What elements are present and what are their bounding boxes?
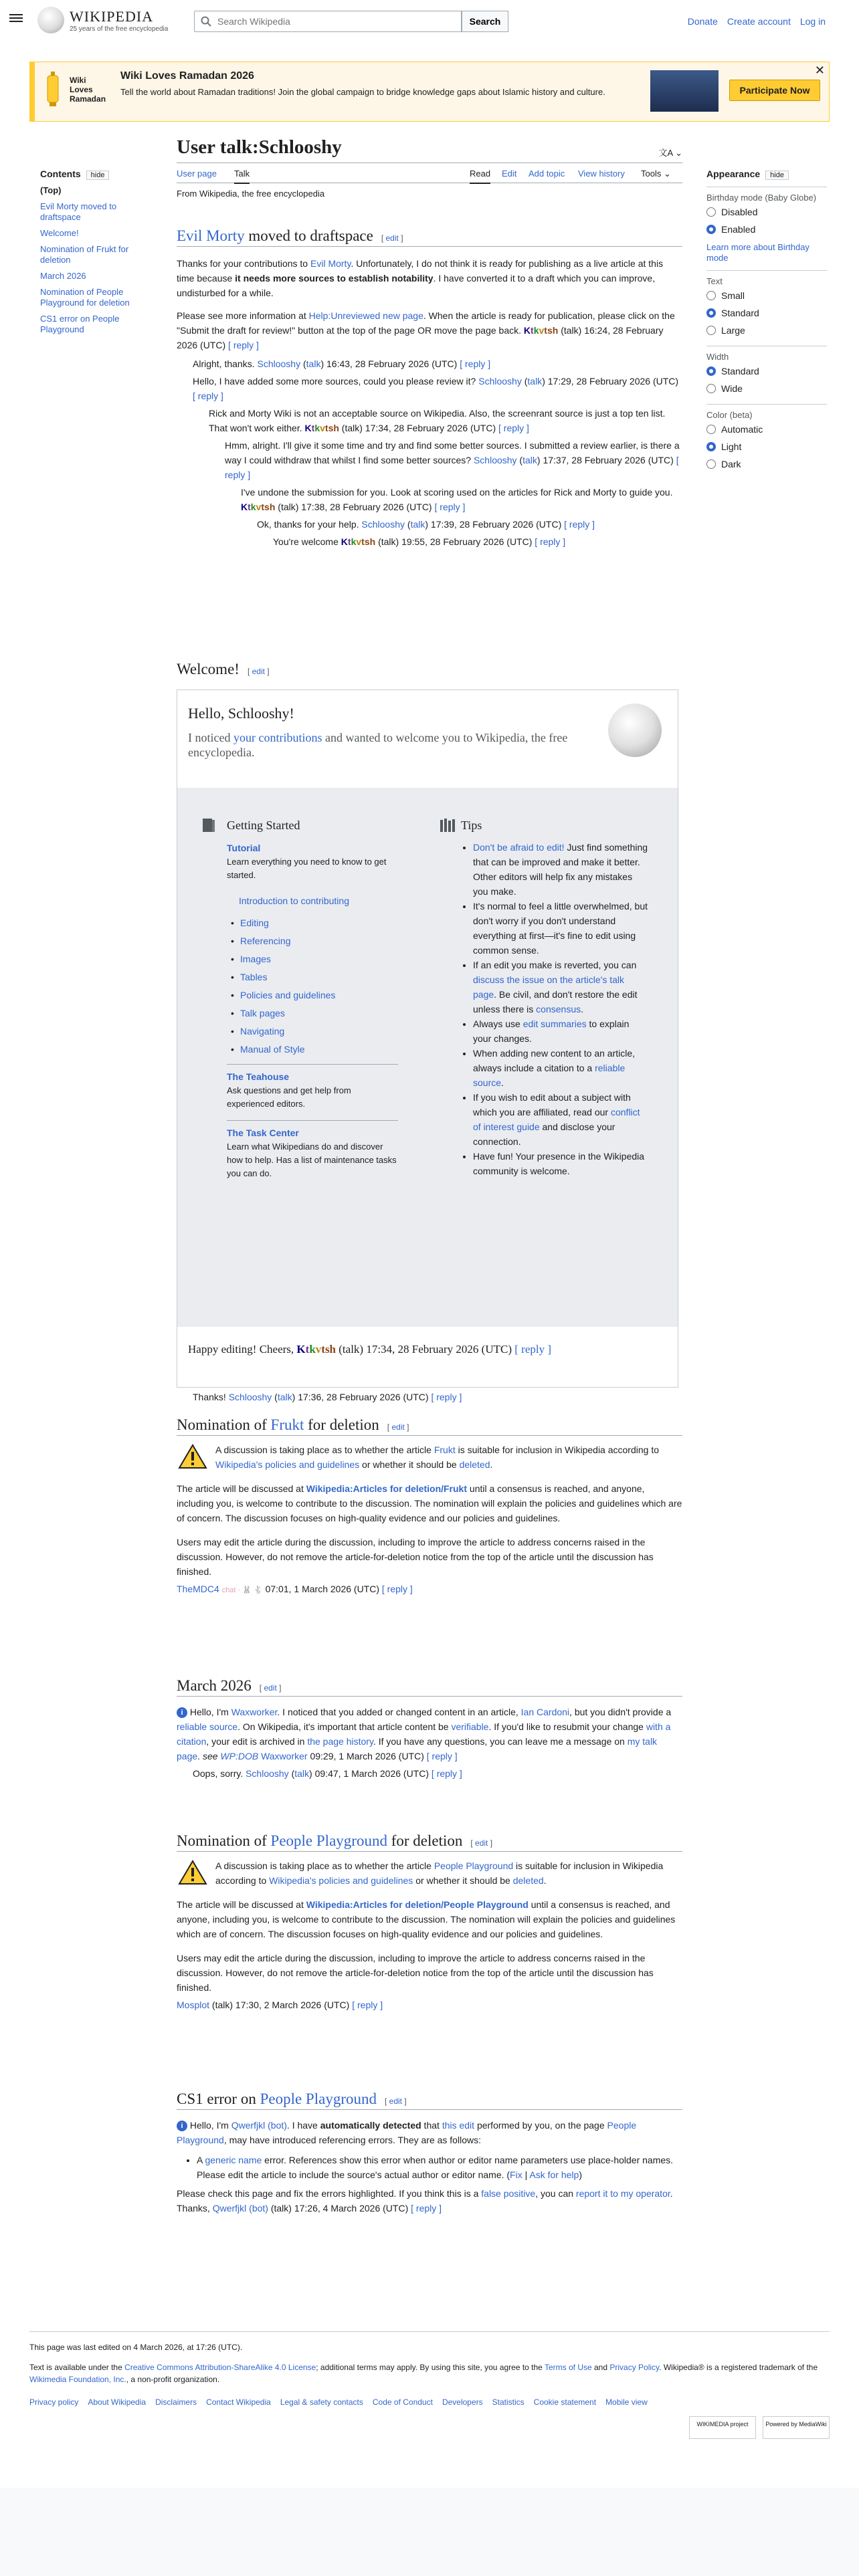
list-item: [227, 932, 398, 950]
draft-notice-2: Please see more information at Help:Unreviewed new page. When the article is ready for publication, please click on the "Submit the draft for review!" button at the top of the page OR move the page back. Ktkvtsh (talk) 16:24, 28 February 2026 (UTC) [ reply ]: [177, 310, 675, 350]
toc-item-frukt[interactable]: Nomination of Frukt for deletion: [40, 244, 129, 265]
tutorial-link[interactable]: Tutorial: [227, 843, 261, 853]
from-wikipedia: From Wikipedia, the free encyclopedia: [177, 189, 325, 199]
section-heading: Nomination of People Playground for deletion [ edit ]: [177, 1832, 682, 1852]
list-item: • A generic name error. References show this error when author or editor name parameters use place-holder names. Please edit the article to include the source's actual author or editor name. (Fix | Ask for help): [197, 2153, 682, 2182]
evil-morty-heading-link[interactable]: Evil Morty: [177, 227, 245, 244]
wikimedia-foundation-link[interactable]: Wikimedia Foundation, Inc.: [29, 2375, 126, 2384]
radio-automatic[interactable]: Automatic: [706, 421, 827, 438]
talk-link[interactable]: talk: [277, 1392, 292, 1402]
themdc4-link[interactable]: TheMDC4: [177, 1584, 219, 1594]
navigating-link[interactable]: Navigating: [240, 1026, 285, 1037]
section-heading: Evil Morty moved to draftspace [ edit ]: [177, 227, 682, 247]
information-icon: i: [177, 2121, 187, 2131]
radio-width-standard[interactable]: Standard: [706, 362, 827, 380]
birthday-mode-label: Birthday mode (Baby Globe): [706, 187, 827, 203]
tab-edit[interactable]: Edit: [502, 169, 517, 179]
page-bottom: [0, 2488, 859, 2576]
afd-notice: [177, 1442, 682, 1472]
site-footer: [29, 2331, 830, 2428]
logo-tagline: 25 years of the free encyclopedia: [70, 25, 169, 33]
radio-enabled[interactable]: Enabled: [706, 221, 827, 238]
section-heading: March 2026 [ edit ]: [177, 1677, 682, 1697]
list-item: [227, 1004, 398, 1023]
search-icon: [201, 16, 211, 27]
toc-item-top[interactable]: (Top): [40, 185, 62, 195]
policies-guidelines-link[interactable]: Wikipedia's policies and guidelines: [269, 1875, 413, 1886]
draft-notice: Thanks for your contributions to Evil Morty. Unfortunately, I do not think it is ready for publishing as a live article at this time because it needs more sources to establish notability. I have converted it to a draft which you can improve, undisturbed for a while.: [177, 258, 664, 298]
footer-link-developers[interactable]: Developers: [442, 2397, 483, 2407]
footer-link-mobile[interactable]: Mobile view: [605, 2397, 648, 2407]
welcome-header: [177, 690, 678, 788]
footer-link-contact[interactable]: Contact Wikipedia: [206, 2397, 271, 2407]
user-link[interactable]: Schlooshy: [478, 376, 522, 387]
section-frukt: [177, 1416, 682, 1598]
conflict-of-interest-link[interactable]: conflict of interest guide: [473, 1107, 640, 1132]
deleted-link[interactable]: deleted: [459, 1459, 490, 1470]
reliable-source-link[interactable]: reliable source: [473, 1063, 626, 1088]
section-heading: Nomination of Frukt for deletion [ edit ]: [177, 1416, 682, 1436]
radio-standard[interactable]: Standard: [706, 304, 827, 322]
participate-now-button[interactable]: Participate Now: [729, 80, 820, 101]
section-cs1-error: [177, 2090, 682, 2216]
people-playground-link[interactable]: People Playground: [434, 1860, 514, 1871]
reply-link[interactable]: [ reply ]: [193, 391, 223, 401]
task-center-description: Learn what Wikipedians do and discover how to help. Has a list of maintenance tasks you can do.: [227, 1142, 397, 1178]
qwerfjkl-bot-link[interactable]: Qwerfjkl (bot): [231, 2120, 287, 2131]
talk-link[interactable]: talk: [527, 376, 543, 387]
reply-link[interactable]: [ reply ]: [431, 1768, 462, 1779]
tip-item: • If you wish to edit about a subject with which you are affiliated, read our conflict of interest guide and disclose your connection.: [473, 1090, 648, 1149]
appearance-heading: Appearance hide: [706, 169, 827, 180]
appearance-panel: [706, 169, 827, 473]
comment-reply-1: Alright, thanks. Schlooshy (talk) 16:43, 28 February 2026 (UTC) [ reply ]: [193, 358, 491, 369]
radio-light[interactable]: Light: [706, 438, 827, 455]
footer-link-privacy[interactable]: Privacy policy: [29, 2397, 79, 2407]
false-positive-link[interactable]: false positive: [481, 2188, 536, 2199]
tips-title: Tips: [461, 819, 482, 832]
wikipedia-globe-icon: [37, 7, 64, 33]
consensus-link[interactable]: consensus: [536, 1004, 581, 1014]
footer-badges: [682, 2416, 830, 2439]
wp-dob-link[interactable]: WP:DOB: [220, 1751, 259, 1761]
footer-link-legal[interactable]: Legal & safety contacts: [280, 2397, 363, 2407]
tip-item: • Have fun! Your presence in the Wikipedia community is welcome.: [473, 1149, 648, 1178]
discuss-issue-link[interactable]: discuss the issue on the article's talk page: [473, 974, 625, 1000]
radio-large[interactable]: Large: [706, 322, 827, 339]
afd-notice-text: A discussion is taking place as to whether the article People Playground is suitable for inclusion in Wikipedia according to Wikipedia's policies and guidelines or whether it should be deleted.: [215, 1860, 664, 1886]
toc-item-people-playground-deletion[interactable]: Nomination of People Playground for deletion: [40, 287, 130, 308]
tip-item: • When adding new content to an article, always include a citation to a reliable source.: [473, 1046, 648, 1090]
toc-item-march-2026[interactable]: March 2026: [40, 271, 86, 281]
logo-wordmark: WIKIPEDIA: [70, 8, 154, 25]
reliable-source-link[interactable]: reliable source: [177, 1721, 238, 1732]
tab-add-topic[interactable]: Add topic: [529, 169, 565, 179]
main-menu-icon[interactable]: [9, 12, 23, 25]
teahouse-description: Ask questions and get help from experienced editors.: [227, 1085, 351, 1109]
talk-link[interactable]: talk: [306, 358, 321, 369]
comment-reply-3: Rick and Morty Wiki is not an acceptable source on Wikipedia. Also, the screenrant source is just a top ten list. That won't work either. Ktkvtsh (talk) 17:34, 28 February 2026 (UTC) [ reply ]: [209, 408, 666, 433]
verifiable-link[interactable]: verifiable: [451, 1721, 489, 1732]
radio-dark[interactable]: Dark: [706, 455, 827, 473]
people-playground-link[interactable]: People Playground: [177, 2120, 637, 2145]
footer-link-about[interactable]: About Wikipedia: [88, 2397, 147, 2407]
edit-section-link[interactable]: [ edit ]: [387, 1422, 409, 1432]
tables-link[interactable]: Tables: [240, 972, 268, 982]
close-icon[interactable]: ✕: [814, 64, 825, 77]
reply-link[interactable]: [ reply ]: [426, 1751, 458, 1761]
ask-for-help-link[interactable]: Ask for help: [529, 2169, 579, 2180]
list-item: [227, 986, 398, 1004]
comment-thanks: Thanks! Schlooshy (talk) 17:36, 28 February 2026 (UTC) [ reply ]: [193, 1392, 462, 1402]
reply-link[interactable]: [ reply ]: [225, 455, 679, 480]
reply-link[interactable]: [ reply ]: [434, 502, 466, 512]
getting-started-column: [227, 841, 398, 1180]
toc-heading: Contents hide: [40, 169, 140, 180]
tab-talk[interactable]: Talk: [234, 169, 250, 184]
manual-of-style-link[interactable]: Manual of Style: [240, 1044, 305, 1055]
reply-link[interactable]: [ reply ]: [514, 1343, 552, 1356]
wikimedia-badge[interactable]: WIKIMEDIA project: [689, 2416, 756, 2439]
reply-link[interactable]: [ reply ]: [564, 519, 595, 530]
afd-signature: Mosplot (talk) 17:30, 2 March 2026 (UTC) [ reply ]: [177, 2000, 383, 2010]
dont-be-afraid-link[interactable]: Don't be afraid to edit!: [473, 842, 565, 853]
getting-started-title: Getting Started: [227, 819, 300, 832]
edit-section-link[interactable]: [ edit ]: [259, 1683, 282, 1693]
tab-view-history[interactable]: View history: [578, 169, 625, 179]
table-of-contents: [40, 169, 140, 335]
books-icon: [440, 819, 456, 832]
section-welcome-heading: [177, 661, 682, 679]
unsourced-warning: i Hello, I'm Waxworker. I noticed that you added or changed content in an article, Ian Cardoni, but you didn't provide a reliable source. On Wikipedia, it's important that article content be verifiable. If you'd like to resubmit your change with a citation, your edit is archived in the page history. If you have any questions, you can leave me a message on my talk page. see WP:DOB Waxworker 09:29, 1 March 2026 (UTC) [ reply ]: [177, 1707, 672, 1761]
unreviewed-new-page-link[interactable]: Help:Unreviewed new page: [308, 310, 423, 321]
intro-line: [227, 894, 398, 907]
mosplot-link[interactable]: Mosplot: [177, 2000, 210, 2010]
editing-link[interactable]: Editing: [240, 918, 269, 928]
footer-link-disclaimers[interactable]: Disclaimers: [155, 2397, 197, 2407]
site-header: [0, 0, 859, 40]
information-icon: i: [177, 1707, 187, 1718]
edit-section-link[interactable]: [ edit ]: [381, 233, 403, 243]
user-link[interactable]: Schlooshy: [228, 1392, 272, 1402]
list-item: [227, 950, 398, 968]
talk-link[interactable]: talk: [522, 455, 537, 465]
toc-item-evil-morty[interactable]: Evil Morty moved to draftspace: [40, 201, 117, 222]
main-content: [177, 132, 682, 199]
welcome-signoff: Happy editing! Cheers, Ktkvtsh (talk) 17:34, 28 February 2026 (UTC) [ reply ]: [188, 1343, 552, 1356]
appearance-hide-button[interactable]: hide: [765, 171, 789, 180]
reply-link[interactable]: [ reply ]: [411, 2203, 442, 2214]
talk-link[interactable]: talk: [294, 1768, 310, 1779]
tip-item: • It's normal to feel a little overwhelmed, but don't worry if you don't understand everything at first—it's fine to edit using common sense.: [473, 899, 648, 958]
book-icon: [201, 817, 216, 833]
reply-link[interactable]: [ reply ]: [535, 536, 566, 547]
waxworker-sig-link[interactable]: Waxworker: [261, 1751, 308, 1761]
section-march-2026: [177, 1677, 682, 1781]
radio-disabled[interactable]: Disabled: [706, 203, 827, 221]
ian-cardoni-link[interactable]: Ian Cardoni: [520, 1707, 570, 1717]
toc-item-cs1-error[interactable]: CS1 error on People Playground: [40, 314, 120, 334]
personal-tools: [678, 16, 826, 27]
cs1-notice: i Hello, I'm Qwerfjkl (bot). I have automatically detected that this edit performed by you, on the page People Playground, may have introduced referencing errors. They are as follows:: [177, 2120, 637, 2145]
edit-section-link[interactable]: [ edit ]: [384, 2097, 407, 2106]
create-account-link[interactable]: Create account: [727, 16, 791, 27]
frukt-heading-link[interactable]: Frukt: [270, 1416, 304, 1433]
list-item: [227, 968, 398, 986]
afd-users-may-edit: Users may edit the article during the discussion, including to improve the article to address concerns raised in the discussion. However, do not remove the article-for-deletion notice from the top of the article until the discussion has finished.: [177, 1953, 654, 1993]
teahouse-link[interactable]: The Teahouse: [227, 1071, 290, 1082]
search-box: [194, 11, 508, 32]
comment-reply-5: I've undone the submission for you. Look at scoring used on the articles for Rick and Morty to guide you. Ktkvtsh (talk) 17:38, 28 February 2026 (UTC) [ reply ]: [241, 487, 673, 512]
warning-icon: [178, 1444, 207, 1469]
referencing-link[interactable]: Referencing: [240, 936, 291, 946]
banner-title: Wiki Loves Ramadan 2026: [120, 70, 254, 82]
reply-link[interactable]: [ reply ]: [460, 358, 491, 369]
people-playground-heading-link[interactable]: People Playground: [260, 2090, 377, 2107]
page-title: User talk:Schlooshy: [177, 136, 682, 163]
welcome-subtitle: I noticed your contributions and wanted to welcome you to Wikipedia, the free encyclopedia.: [188, 731, 568, 759]
generic-name-link[interactable]: generic name: [205, 2155, 262, 2165]
comment-reply-4: Hmm, alright. I'll give it some time and try and find some better sources. I submitted a review earlier, is there a way I could withdraw that whilst I find some better sources? Schlooshy (talk) 17:37, 28 February 2026 (UTC) [ reply ]: [225, 440, 680, 480]
edit-summaries-link[interactable]: edit summaries: [522, 1018, 587, 1029]
text-size-label: Text: [706, 270, 827, 287]
footer-link-code-of-conduct[interactable]: Code of Conduct: [372, 2397, 433, 2407]
tab-read[interactable]: Read: [470, 169, 490, 184]
tip-item: • Always use edit summaries to explain your changes.: [473, 1016, 648, 1046]
comment-oops: Oops, sorry. Schlooshy (talk) 09:47, 1 March 2026 (UTC) [ reply ]: [193, 1768, 462, 1779]
reply-link[interactable]: [ reply ]: [381, 1584, 413, 1594]
wikipedia-globe-icon: [608, 704, 662, 757]
afd-signature: TheMDC4 chat · 🐰 🐇 07:01, 1 March 2026 (UTC) [ reply ]: [177, 1584, 413, 1594]
welcome-hello: Hello, Schlooshy!: [188, 705, 294, 722]
comment-reply-7: You're welcome Ktkvtsh (talk) 19:55, 28 February 2026 (UTC) [ reply ]: [273, 536, 566, 547]
footer-link-cookie[interactable]: Cookie statement: [533, 2397, 597, 2407]
policies-guidelines-link[interactable]: Wikipedia's policies and guidelines: [215, 1459, 360, 1470]
lantern-icon: [45, 72, 60, 109]
welcome-box: [177, 689, 678, 1388]
list-item: [227, 914, 398, 932]
banner-text: Tell the world about Ramadan traditions! Join the global campaign to bridge knowledge gaps about Islamic history and culture.: [120, 87, 605, 97]
your-contributions-link[interactable]: your contributions: [233, 731, 322, 744]
intro-list: [227, 914, 398, 1059]
list-item: [227, 1041, 398, 1059]
comment-reply-2: Hello, I have added some more sources, could you please review it? Schlooshy (talk) 17:29, 28 February 2026 (UTC) [ reply ]: [193, 376, 679, 401]
page-history-link[interactable]: the page history: [307, 1736, 373, 1747]
section-evil-morty: [177, 227, 682, 549]
afd-discussion: The article will be discussed at Wikipedia:Articles for deletion/Frukt until a consensus is reached, and anyone, including you, is welcome to contribute to the discussion. The nomination will explain the policies and guidelines which are of concern. The discussion focuses on high-quality evidence and our policies and guidelines.: [177, 1483, 682, 1523]
fix-link[interactable]: Fix: [510, 2169, 522, 2180]
tip-item: • Don't be afraid to edit! Just find something that can be improved and make it better. Other editors will help fix any mistakes you make.: [473, 840, 648, 899]
this-edit-link[interactable]: this edit: [442, 2120, 475, 2131]
color-label: Color (beta): [706, 404, 827, 421]
section-heading: CS1 error on People Playground [ edit ]: [177, 2090, 682, 2110]
images-link[interactable]: Images: [240, 954, 271, 964]
user-link[interactable]: Schlooshy: [246, 1768, 289, 1779]
waxworker-link[interactable]: Waxworker: [231, 1707, 278, 1717]
edit-section-link[interactable]: [ edit ]: [470, 1838, 493, 1848]
qwerfjkl-bot-sig-link[interactable]: Qwerfjkl (bot): [212, 2203, 268, 2214]
tab-user-page[interactable]: User page: [177, 169, 217, 179]
last-edited: This page was last edited on 4 March 2026, at 17:26 (UTC).: [29, 2343, 243, 2352]
mediawiki-badge[interactable]: Powered by MediaWiki: [763, 2416, 830, 2439]
policies-link[interactable]: Policies and guidelines: [240, 990, 336, 1000]
learn-birthday-mode-link[interactable]: Learn more about Birthday mode: [706, 242, 809, 263]
donate-link[interactable]: Donate: [687, 16, 718, 27]
task-center-link[interactable]: The Task Center: [227, 1128, 299, 1138]
terms-of-use-link[interactable]: Terms of Use: [544, 2363, 592, 2372]
talk-pages-link[interactable]: Talk pages: [240, 1008, 285, 1018]
tab-tools[interactable]: Tools ⌄: [641, 169, 671, 179]
talk-link[interactable]: talk: [410, 519, 425, 530]
toc-hide-button[interactable]: hide: [86, 171, 110, 180]
user-link[interactable]: Schlooshy: [473, 455, 517, 465]
footer-links: [29, 2396, 830, 2408]
with-citation-link[interactable]: with a citation: [177, 1721, 671, 1747]
width-label: Width: [706, 346, 827, 362]
log-in-link[interactable]: Log in: [799, 16, 826, 27]
campaign-banner: [29, 62, 830, 122]
section-people-playground-deletion: [177, 1832, 682, 2012]
search-button[interactable]: Search: [462, 11, 508, 32]
cc-license-link[interactable]: Creative Commons Attribution-ShareAlike 4.0 License: [124, 2363, 316, 2372]
afd-notice-text: A discussion is taking place as to whether the article Frukt is suitable for inclusion in Wikipedia according to Wikipedia's policies and guidelines or whether it should be deleted.: [215, 1444, 659, 1470]
evil-morty-link[interactable]: Evil Morty: [310, 258, 351, 269]
afd-people-playground-link[interactable]: Wikipedia:Articles for deletion/People Playground: [306, 1899, 529, 1910]
search-input[interactable]: [194, 11, 462, 32]
afd-frukt-link[interactable]: Wikipedia:Articles for deletion/Frukt: [306, 1483, 468, 1494]
my-talk-page-link[interactable]: my talk page: [177, 1736, 658, 1761]
banner-mosque-image: [650, 70, 719, 112]
tutorial-description: Learn everything you need to know to get started.: [227, 857, 387, 880]
user-link[interactable]: Schlooshy: [361, 519, 405, 530]
welcome-panel: [177, 788, 678, 1327]
reply-link[interactable]: [ reply ]: [352, 2000, 383, 2010]
page-tabs: [177, 163, 682, 183]
frukt-link[interactable]: Frukt: [434, 1444, 456, 1455]
reply-link[interactable]: [ reply ]: [228, 340, 259, 350]
banner-brand: Wiki Loves Ramadan: [70, 76, 106, 104]
wikipedia-logo[interactable]: [37, 5, 171, 35]
report-operator-link[interactable]: report it to my operator: [575, 2188, 670, 2199]
intro-contributing-link[interactable]: Introduction to contributing: [239, 895, 349, 906]
radio-small[interactable]: Small: [706, 287, 827, 304]
license-text: Text is available under the Creative Commons Attribution-ShareAlike 4.0 License; additional terms may apply. By using this site, you agree to the Terms of Use and Privacy Policy. Wikipedia® is a registered trademark of the Wikimedia Foundation, Inc., a non-profit organization.: [29, 2363, 818, 2384]
toc-item-welcome[interactable]: Welcome!: [40, 228, 79, 238]
footer-link-statistics[interactable]: Statistics: [492, 2397, 524, 2407]
cs1-error-list: [177, 2153, 682, 2182]
radio-wide[interactable]: Wide: [706, 380, 827, 397]
privacy-policy-link[interactable]: Privacy Policy: [609, 2363, 660, 2372]
afd-notice: [177, 1858, 682, 1888]
reply-link[interactable]: [ reply ]: [498, 423, 529, 433]
reply-link[interactable]: [ reply ]: [431, 1392, 462, 1402]
language-icon[interactable]: 文A ⌄: [658, 148, 682, 158]
comment-reply-6: Ok, thanks for your help. Schlooshy (talk) 17:39, 28 February 2026 (UTC) [ reply ]: [257, 519, 595, 530]
tips-column: [461, 840, 648, 1178]
user-link[interactable]: Schlooshy: [257, 358, 301, 369]
section-heading: Welcome! [ edit ]: [177, 661, 270, 677]
cs1-footer: Please check this page and fix the errors highlighted. If you think this is a false positive, you can report it to my operator. Thanks, Qwerfjkl (bot) (talk) 17:26, 4 March 2026 (UTC) [ reply ]: [177, 2188, 673, 2214]
edit-section-link[interactable]: [ edit ]: [247, 667, 270, 676]
tip-item: • If an edit you make is reverted, you can discuss the issue on the article's talk page. Be civil, and don't restore the edit unless there is consensus.: [473, 958, 648, 1016]
deleted-link[interactable]: deleted: [512, 1875, 544, 1886]
people-playground-heading-link[interactable]: People Playground: [270, 1832, 387, 1849]
afd-users-may-edit: Users may edit the article during the discussion, including to improve the article to address concerns raised in the discussion. However, do not remove the article-for-deletion notice from the top of the article until the discussion has finished.: [177, 1537, 654, 1577]
warning-icon: [178, 1860, 207, 1885]
afd-discussion: The article will be discussed at Wikipedia:Articles for deletion/People Playground until a consensus is reached, and anyone, including you, is welcome to contribute to the discussion. The nomination will explain the policies and guidelines which are of concern. The discussion focuses on high-quality evidence and our policies and guidelines.: [177, 1899, 676, 1939]
list-item: [227, 1023, 398, 1041]
